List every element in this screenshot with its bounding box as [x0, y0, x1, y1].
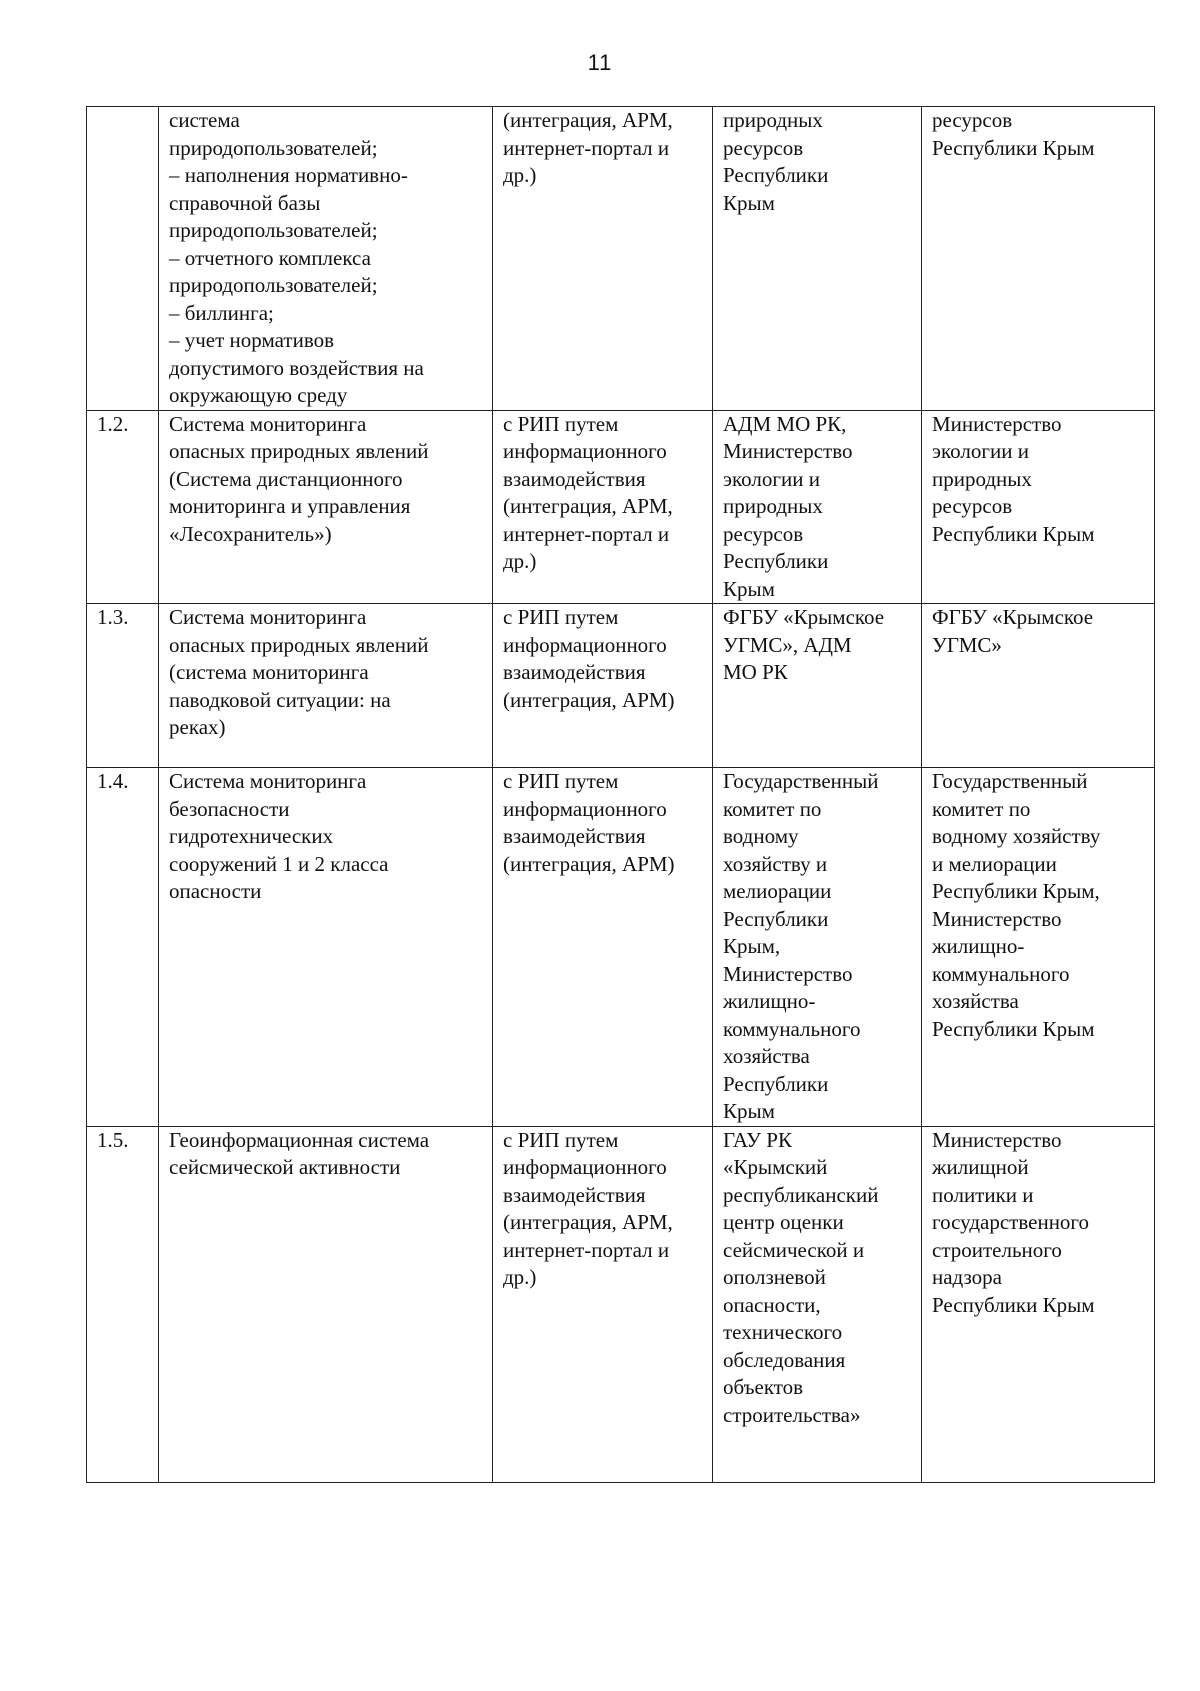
row-number-cell: [87, 107, 159, 411]
system-name-cell: Система мониторинга опасных природных явлений (Система дистанционного мониторинга и управления «Лесохранитель»): [159, 410, 493, 604]
interaction-mode-cell: с РИП путем информационного взаимодействия (интеграция, АРМ, интернет-портал и др.): [493, 410, 713, 604]
interaction-mode-cell: с РИП путем информационного взаимодействия (интеграция, АРМ, интернет-портал и др.): [493, 1126, 713, 1482]
system-name-cell: система природопользователей; – наполнения нормативно- справочной базы природопользователей; – отчетного комплекса природопользователей; – биллинга; – учет нормативов допустимого воздействия на окружающую среду: [159, 107, 493, 411]
responsible-cell: ресурсов Республики Крым: [922, 107, 1155, 411]
interaction-mode-cell: (интеграция, АРМ, интернет-портал и др.): [493, 107, 713, 411]
page-number: 11: [587, 50, 613, 75]
interaction-mode-cell: с РИП путем информационного взаимодействия (интеграция, АРМ): [493, 768, 713, 1127]
owner-cell: АДМ МО РК, Министерство экологии и природных ресурсов Республики Крым: [713, 410, 922, 604]
table-row: [87, 768, 1155, 1127]
table-row: [87, 107, 1155, 411]
responsible-cell: Государственный комитет по водному хозяйству и мелиорации Республики Крым, Министерство жилищно- коммунального хозяйства Республики Крым: [922, 768, 1155, 1127]
system-name-cell: Геоинформационная система сейсмической активности: [159, 1126, 493, 1482]
owner-cell: ГАУ РК «Крымский республиканский центр оценки сейсмической и оползневой опасности, технического обследования объектов строительства»: [713, 1126, 922, 1482]
responsible-cell: Министерство жилищной политики и государственного строительного надзора Республики Крым: [922, 1126, 1155, 1482]
interaction-mode-cell: с РИП путем информационного взаимодействия (интеграция, АРМ): [493, 604, 713, 768]
row-number-cell: 1.4.: [87, 768, 159, 1127]
responsible-cell: Министерство экологии и природных ресурсов Республики Крым: [922, 410, 1155, 604]
table-row: [87, 410, 1155, 604]
table-row: [87, 604, 1155, 768]
row-number-cell: 1.5.: [87, 1126, 159, 1482]
row-number-cell: 1.2.: [87, 410, 159, 604]
table-row: [87, 1126, 1155, 1482]
responsible-cell: ФГБУ «Крымское УГМС»: [922, 604, 1155, 768]
row-number-cell: 1.3.: [87, 604, 159, 768]
owner-cell: ФГБУ «Крымское УГМС», АДМ МО РК: [713, 604, 922, 768]
system-name-cell: Система мониторинга безопасности гидротехнических сооружений 1 и 2 класса опасности: [159, 768, 493, 1127]
owner-cell: природных ресурсов Республики Крым: [713, 107, 922, 411]
owner-cell: Государственный комитет по водному хозяйству и мелиорации Республики Крым, Министерство жилищно- коммунального хозяйства Республики Крым: [713, 768, 922, 1127]
system-name-cell: Система мониторинга опасных природных явлений (система мониторинга паводковой ситуации: на реках): [159, 604, 493, 768]
document-table: [86, 106, 1155, 1483]
